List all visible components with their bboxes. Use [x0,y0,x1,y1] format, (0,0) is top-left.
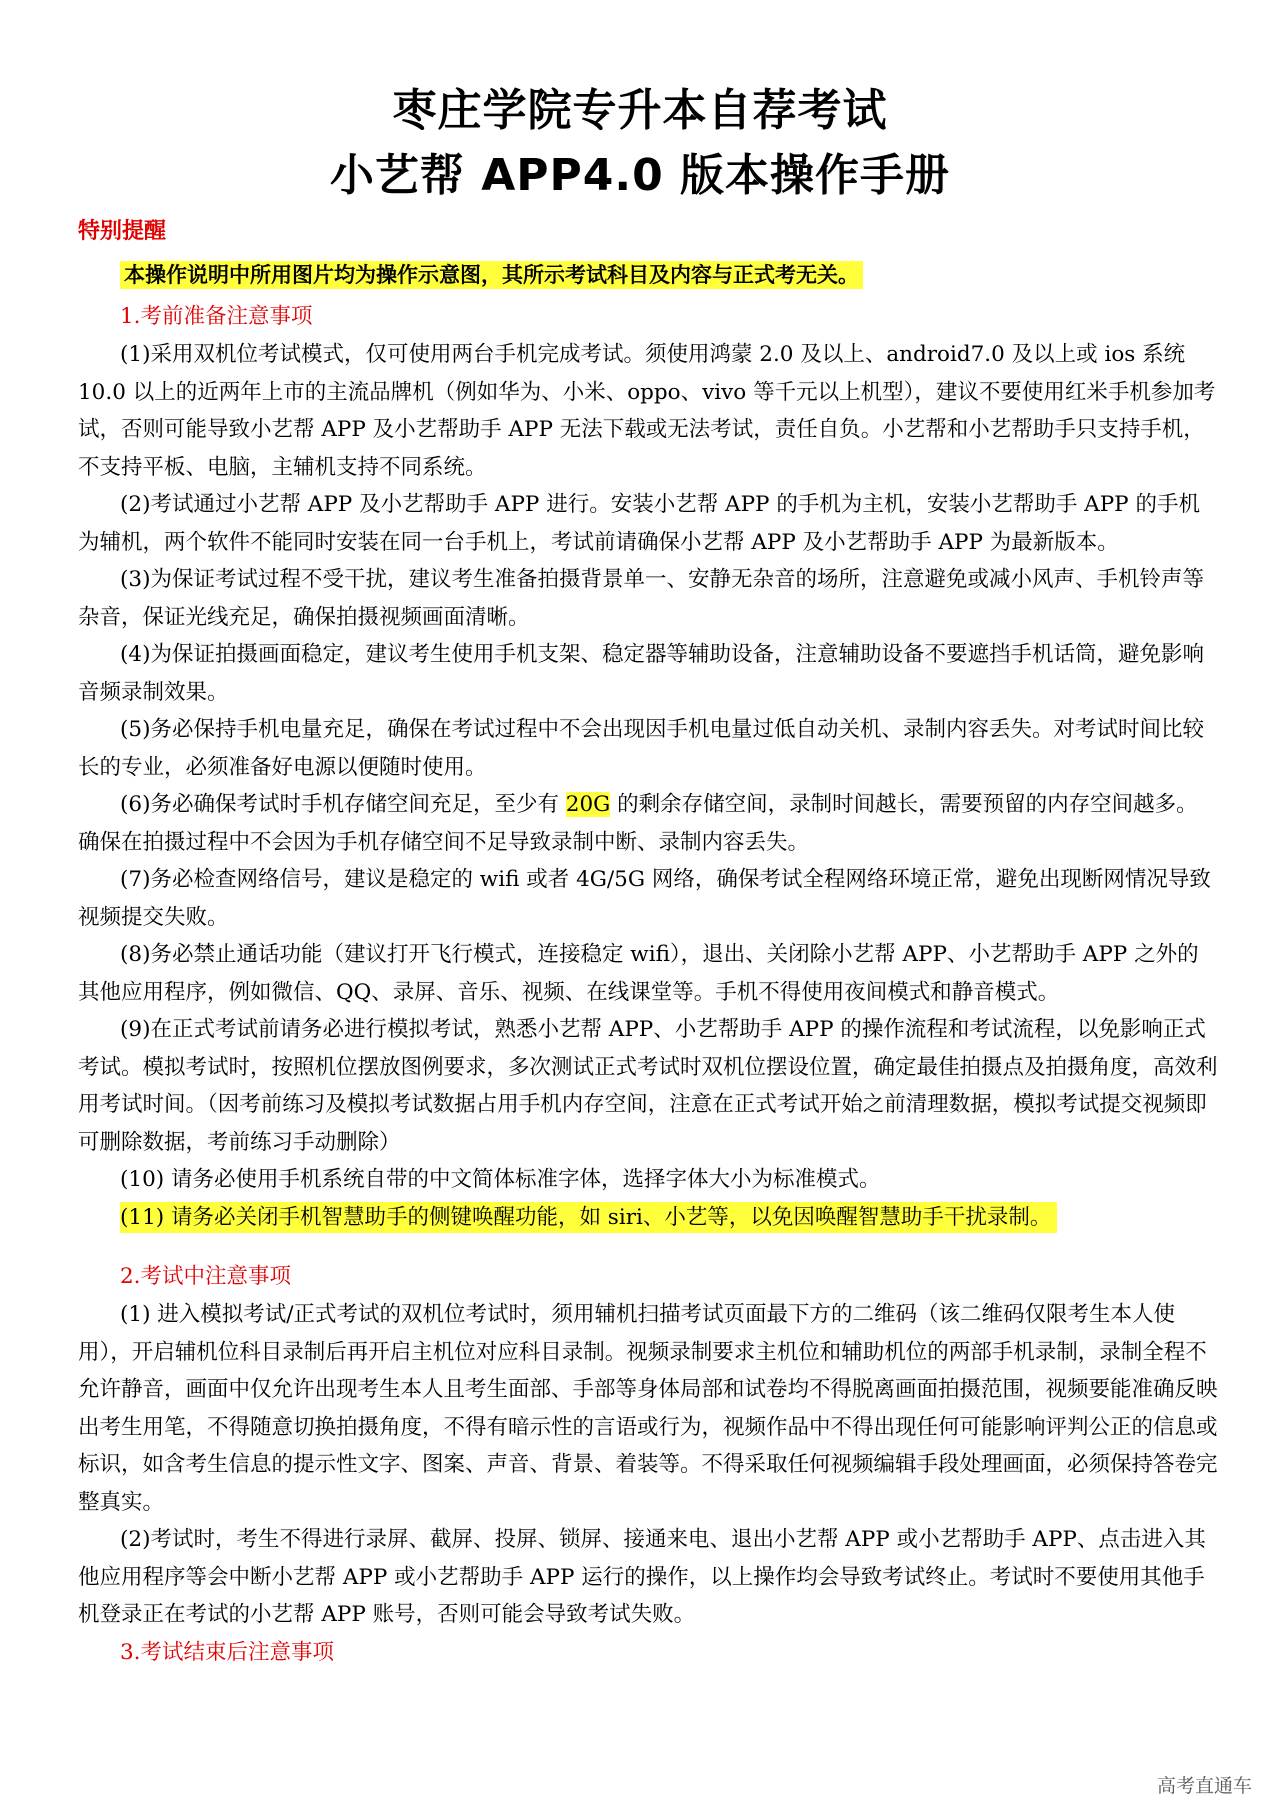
notice-line [120,256,1218,294]
paragraph-11-highlight: (11) 请务必关闭手机智慧助手的侧键唤醒功能，如 siri、小艺等，以免因唤醒智慧助手干扰录制。 [120,1202,1057,1233]
section1-paragraph-2: (2)考试通过小艺帮 APP 及小艺帮助手 APP 进行。安装小艺帮 APP 的手机为主机，安装小艺帮助手 APP 的手机为辅机，两个软件不能同时安装在同一台手机上，考试前请确保小艺帮 APP 及小艺帮助手 APP 为最新版本。 [78,492,1200,555]
section1-paragraph-11 [78,1199,1218,1237]
section1-paragraph-10: (10) 请务必使用手机系统自带的中文简体标准字体，选择字体大小为标准模式。 [120,1167,881,1192]
section1-paragraph-5: (5)务必保持手机电量充足，确保在考试过程中不会出现因手机电量过低自动关机、录制内容丢失。对考试时间比较长的专业，必须准备好电源以便随时使用。 [78,717,1204,780]
section2-paragraph-2: (2)考试时，考生不得进行录屏、截屏、投屏、锁屏、接通来电、退出小艺帮 APP 或小艺帮助手 APP、点击进入其他应用程序等会中断小艺帮 APP 或小艺帮助手 APP 运行的操作，以上操作均会导致考试终止。考试时不要使用其他手机登录正在考试的小艺帮 APP 账号，否则可能会导致考试失败。 [78,1527,1206,1627]
section1-paragraph-4: (4)为保证拍摄画面稳定，建议考生使用手机支架、稳定器等辅助设备，注意辅助设备不要遮挡手机话筒，避免影响音频录制效果。 [78,642,1204,705]
notice-text: 本操作说明中所用图片均为操作示意图，其所示考试科目及内容与正式考无关。 [120,261,863,289]
storage-highlight: 20G [565,792,611,817]
document-title-line2: 小艺帮 APP4.0 版本操作手册 [329,150,951,201]
section1-paragraph-6 [78,786,1218,861]
section1-paragraph-1: (1)采用双机位考试模式，仅可使用两台手机完成考试。须使用鸿蒙 2.0 及以上、android7.0 及以上或 ios 系统 10.0 以上的近两年上市的主流品牌机（例如华为、小米、oppo、vivo 等千元以上机型），建议不要使用红米手机参加考试，否则可能导致小艺帮 APP 及小艺帮助手 APP 无法下载或无法考试，责任自负。小艺帮和小艺帮助手只支持手机，不支持平板、电脑，主辅机支持不同系统。 [78,342,1216,480]
section1-paragraph-3: (3)为保证考试过程不受干扰，建议考生准备拍摄背景单一、安静无杂音的场所，注意避免或减小风声、手机铃声等杂音，保证光线充足，确保拍摄视频画面清晰。 [78,567,1204,630]
section1-paragraph-9: (9)在正式考试前请务必进行模拟考试，熟悉小艺帮 APP、小艺帮助手 APP 的操作流程和考试流程，以免影响正式考试。模拟考试时，按照机位摆放图例要求，多次测试正式考试时双机位摆设位置，确定最佳拍摄点及拍摄角度，高效利用考试时间。（因考前练习及模拟考试数据占用手机内存空间，注意在正式考试开始之前清理数据，模拟考试提交视频即可删除数据，考前练习手动删除） [78,1017,1218,1155]
p6-pre: (6)务必确保考试时手机存储空间充足，至少有 [120,792,566,817]
section1-heading: 1.考前准备注意事项 [120,304,313,329]
section2-heading: 2.考试中注意事项 [120,1264,292,1289]
p6-post: 的剩余存储空间，录制时间越长，需要预留的内存空间越多。确保在拍摄过程中不会因为手机存储空间不足导致录制中断、录制内容丢失。 [78,792,1198,855]
watermark: 高考直通车 [1156,1775,1252,1797]
section-gap [78,1236,1218,1258]
document-body [78,212,1218,1672]
section3-heading: 3.考试结束后注意事项 [120,1639,335,1665]
section1-paragraph-8: (8)务必禁止通话功能（建议打开飞行模式，连接稳定 wifi），退出、关闭除小艺帮 APP、小艺帮助手 APP 之外的其他应用程序，例如微信、QQ、录屏、音乐、视频、在线课堂等。手机不得使用夜间模式和静音模式。 [78,942,1199,1005]
document-title-line1: 枣庄学院专升本自荐考试 [392,85,888,136]
section2-paragraph-1: (1) 进入模拟考试/正式考试的双机位考试时，须用辅机扫描考试页面最下方的二维码（该二维码仅限考生本人使用），开启辅机位科目录制后再开启主机位对应科目录制。视频录制要求主机位和辅助机位的两部手机录制，录制全程不允许静音，画面中仅允许出现考生本人且考生面部、手部等身体局部和试卷均不得脱离画面拍摄范围，视频要能准确反映出考生用笔，不得随意切换拍摄角度，不得有暗示性的言语或行为，视频作品中不得出现任何可能影响评判公正的信息或标识，如含考生信息的提示性文字、图案、声音、背景、着装等。不得采取任何视频编辑手段处理画面，必须保持答卷完整真实。 [78,1302,1218,1515]
section1-paragraph-7: (7)务必检查网络信号，建议是稳定的 wifi 或者 4G/5G 网络，确保考试全程网络环境正常，避免出现断网情况导致视频提交失败。 [78,867,1211,930]
special-reminder-heading: 特别提醒 [78,219,167,244]
